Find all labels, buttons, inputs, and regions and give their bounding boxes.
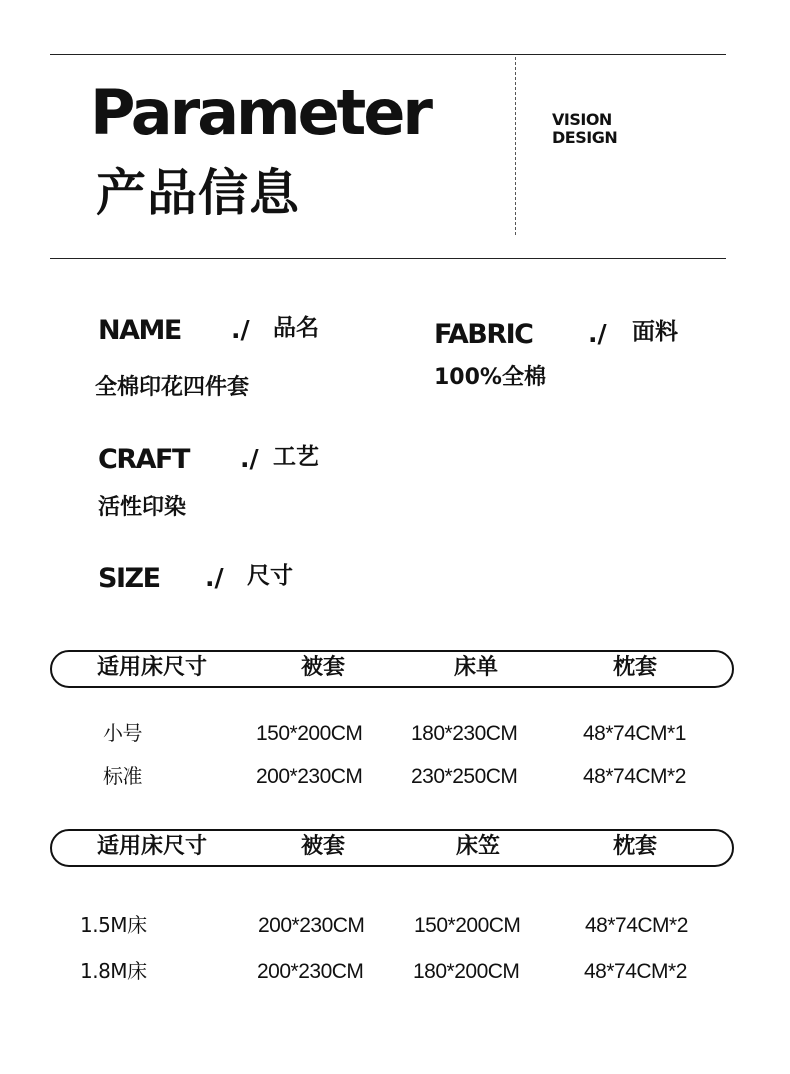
table2-header-bedsize: 适用床尺寸 — [97, 834, 208, 859]
page-title: Parameter — [90, 76, 430, 149]
table1-row2-sheet: 230*250CM — [411, 765, 518, 788]
table1-row1-size: 小号 — [103, 721, 142, 745]
table1-header-bedsize: 适用床尺寸 — [97, 655, 208, 680]
header-bottom-rule — [50, 258, 726, 259]
fabric-label: FABRIC — [434, 319, 533, 350]
table1-header-duvet: 被套 — [301, 655, 346, 680]
brand-mark — [552, 111, 617, 147]
fabric-value: 100%全棉 — [434, 365, 546, 390]
craft-value: 活性印染 — [98, 495, 187, 520]
name-label: NAME — [98, 315, 181, 346]
table1-row2-duvet: 200*230CM — [256, 765, 363, 788]
name-value: 全棉印花四件套 — [95, 375, 250, 400]
table2-header-fittedsheet: 床笠 — [456, 834, 501, 859]
fabric-cn-label: 面料 — [632, 319, 678, 345]
table2-row1-size: 1.5M床 — [80, 913, 147, 937]
table1-row1-pillowcase: 48*74CM*1 — [583, 722, 686, 745]
craft-cn-label: 工艺 — [273, 444, 319, 470]
craft-separator: ./ — [240, 444, 259, 473]
table2-row2-fittedsheet: 180*200CM — [413, 960, 520, 983]
table2-row1-duvet: 200*230CM — [258, 914, 365, 937]
name-cn-label: 品名 — [273, 315, 319, 341]
table2-row1-fittedsheet: 150*200CM — [414, 914, 521, 937]
table2-header-pillowcase: 枕套 — [613, 834, 658, 859]
fabric-separator: ./ — [588, 319, 607, 348]
top-rule — [50, 54, 726, 55]
table2-row1-pillowcase: 48*74CM*2 — [585, 914, 688, 937]
table2-row2-size: 1.8M床 — [80, 959, 147, 983]
table2-row2-pillowcase: 48*74CM*2 — [584, 960, 687, 983]
page-subtitle: 产品信息 — [96, 164, 300, 222]
craft-label: CRAFT — [98, 444, 189, 475]
table1-header-sheet: 床单 — [454, 655, 499, 680]
brand-line-1: VISION — [552, 110, 612, 129]
size-label: SIZE — [98, 563, 160, 594]
size-cn-label: 尺寸 — [247, 563, 293, 589]
table2-row2-duvet: 200*230CM — [257, 960, 364, 983]
table1-row2-pillowcase: 48*74CM*2 — [583, 765, 686, 788]
table1-row1-duvet: 150*200CM — [256, 722, 363, 745]
table1-row2-size: 标准 — [103, 764, 142, 788]
table2-header-duvet: 被套 — [301, 834, 346, 859]
name-separator: ./ — [231, 315, 250, 344]
header-divider — [515, 57, 516, 235]
brand-line-2: DESIGN — [552, 128, 618, 147]
table1-header-pillowcase: 枕套 — [613, 655, 658, 680]
table1-row1-sheet: 180*230CM — [411, 722, 518, 745]
size-separator: ./ — [205, 563, 224, 592]
